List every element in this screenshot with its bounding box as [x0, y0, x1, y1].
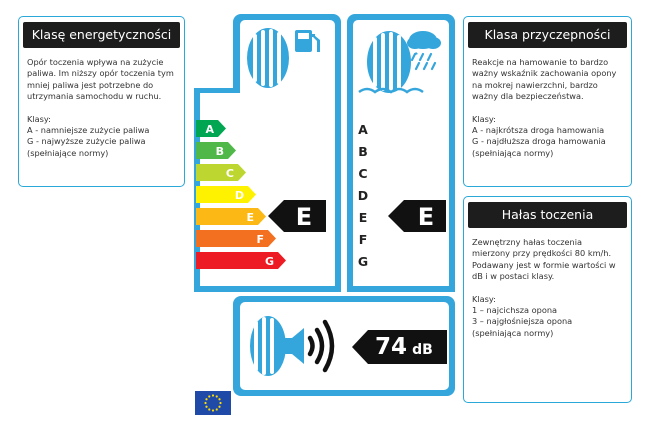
wet-grip-title: Klasa przyczepności: [468, 22, 627, 48]
eu-star: [208, 408, 210, 410]
wet-grip-class-g: G: [357, 254, 369, 269]
fuel-efficiency-info-box: [18, 16, 185, 187]
wet-grip-class-a: A: [358, 122, 368, 137]
fuel-class-bar-f: [196, 230, 276, 247]
fuel-class-letter-c: C: [225, 167, 234, 180]
wet-grip-class-d: D: [357, 188, 369, 203]
eu-star: [208, 395, 210, 397]
tire-fuel-icon: [240, 20, 335, 96]
fuel-class-letter-g: G: [264, 255, 274, 268]
wet-grip-class-c: C: [358, 166, 368, 181]
wet-grip-class-f: F: [358, 232, 368, 247]
noise-description: [472, 237, 625, 339]
fuel-efficiency-scale: [196, 118, 336, 274]
wet-grip-class-b: B: [358, 144, 368, 159]
wet-grip-rating-marker: [388, 198, 448, 234]
noise-value-readout: [375, 331, 445, 363]
eu-star: [212, 394, 214, 396]
fuel-class-letter-e: E: [246, 211, 254, 224]
fuel-class-letter-a: A: [205, 123, 214, 136]
fuel-class-letter-d: D: [234, 189, 244, 202]
eu-star: [212, 409, 214, 411]
noise-value: 74: [375, 334, 408, 360]
eu-star: [218, 398, 220, 400]
eu-flag-logo: [195, 391, 231, 415]
wet-classes-heading: Klasy:: [472, 113, 496, 124]
fuel-class-bar-c: [196, 164, 246, 181]
eu-star: [216, 408, 218, 410]
fuel-efficiency-title: Klasę energetyczności: [23, 22, 180, 48]
fuel-class-bar-e: [196, 208, 266, 225]
noise-classes-heading: Klasy:: [472, 293, 496, 304]
fuel-rating-letter: E: [295, 203, 313, 231]
wet-grip-class-e: E: [358, 210, 368, 225]
fuel-efficiency-body: Opór toczenia wpływa na zużycie paliwa. Im niższy opór toczenia tym mniej paliwa jest potrzebne do utrzymania samochodu w ruchu.: [27, 57, 174, 102]
tire-noise-icon: [240, 302, 340, 390]
eu-star: [204, 402, 206, 404]
fuel-class-bar-d: [196, 186, 256, 203]
noise-unit: dB: [412, 342, 433, 358]
eu-star: [218, 406, 220, 408]
wet-grip-rating-letter: E: [417, 203, 435, 231]
wet-grip-body: Reakcje na hamowanie to bardzo ważny wskaźnik zachowania opony na mokrej nawierzchni, bardzo ważny dla bezpieczeństwa.: [472, 57, 617, 102]
eu-star: [205, 406, 207, 408]
wet-norm-note: (spełniająca normy): [472, 147, 554, 158]
fuel-efficiency-description: [27, 57, 178, 159]
noise-class-3: 3 – najgłośniejsza opona: [472, 316, 573, 327]
noise-class-1: 1 – najcichsza opona: [472, 305, 558, 316]
wet-grip-info-box: [463, 16, 632, 187]
wet-class-g: G - najdłuższa droga hamowania: [472, 136, 606, 147]
noise-info-box: [463, 196, 632, 403]
fuel-norm-note: (spełniające normy): [27, 147, 109, 158]
eu-star: [205, 398, 207, 400]
wet-class-a: A - najkrótsza droga hamowania: [472, 125, 605, 136]
wet-grip-description: [472, 57, 625, 159]
tire-rain-icon: [353, 20, 449, 100]
eu-star: [219, 402, 221, 404]
noise-title: Hałas toczenia: [468, 202, 627, 228]
noise-norm-note: (spełniająca normy): [472, 327, 554, 338]
fuel-class-a: A - namniejsze zużycie paliwa: [27, 125, 150, 136]
fuel-classes-heading: Klasy:: [27, 113, 51, 124]
fuel-class-letter-f: F: [256, 233, 264, 246]
eu-star: [216, 395, 218, 397]
fuel-class-letter-b: B: [215, 145, 224, 158]
noise-body: Zewnętrzny hałas toczenia mierzony przy prędkości 80 km/h. Podawany jest w formie wartości w dB i w postaci klasy.: [472, 237, 616, 282]
fuel-class-g: G - najwyższe zużycie paliwa: [27, 136, 146, 147]
